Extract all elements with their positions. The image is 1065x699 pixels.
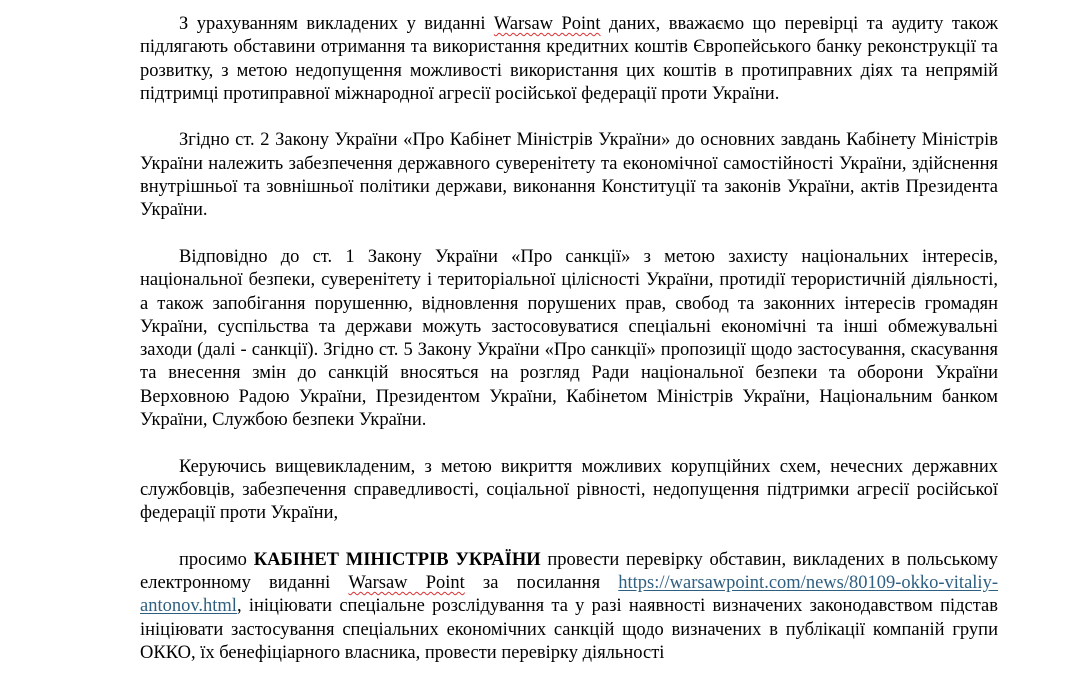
spellcheck-flagged-word[interactable]: Warsaw Point bbox=[348, 573, 465, 594]
paragraph-spacer bbox=[140, 106, 998, 129]
paragraph-spacer bbox=[140, 526, 998, 549]
paragraph-text: З урахуванням викладених у виданні bbox=[179, 14, 494, 34]
paragraph-spacer bbox=[140, 432, 998, 455]
paragraph-cabinet-law: Згідно ст. 2 Закону України «Про Кабінет Міністрів України» до основних завдань Кабінету Міністрів України належить забезпечення державного суверенітету та економічної самостійності України, здійснення внутрішньої та зовнішньої політики держави, виконання Конституції та законів України, актів Президента України. bbox=[140, 130, 998, 221]
paragraph-request bbox=[140, 549, 998, 665]
paragraph-text: за посилання bbox=[464, 573, 619, 594]
paragraph-guided-by: Керуючись вищевикладеним, з метою викриття можливих корупційних схем, нечесних державних службовців, забезпечення справедливості, соціальної рівності, недопущення підтримки агресії російської федерації проти України, bbox=[140, 456, 998, 524]
spellcheck-flagged-word[interactable]: Warsaw Point bbox=[493, 14, 601, 34]
paragraph-sanctions-law: Відповідно до ст. 1 Закону України «Про санкції» з метою захисту національних інтересів, національної безпеки, суверенітету і територіальної цілісності України, протидії терористичній діяльності, а також запобігання порушенню, відновлення порушених прав, свобод та законних інтересів громадян України, суспільства та держави можуть застосовуватися спеціальні економічні та інші обмежувальні заходи (далі - санкції). Згідно ст. 5 Закону України «Про санкції» пропозиції щодо застосування, скасування та внесення змін до санкцій вносяться на розгляд Ради національної безпеки та оборони України Верховною Радою України, Президентом України, Кабінетом Міністрів України, Національним банком України, Службою безпеки України. bbox=[140, 246, 998, 431]
bold-addressee: КАБІНЕТ МІНІСТРІВ УКРАЇНИ bbox=[253, 549, 541, 570]
paragraph-ebrd-audit bbox=[140, 13, 998, 106]
document-page bbox=[140, 13, 998, 665]
paragraph-text: просимо bbox=[179, 549, 254, 570]
paragraph-text: даних, вважаємо що перевірці та аудиту також підлягають обставини отримання та використання кредитних коштів Європейського банку реконструкції та розвитку, з метою недопущення можливості використання цих коштів в протиправних діях та непрямій підтримці протиправної міжнародної агресії російської федерації проти України. bbox=[140, 14, 998, 104]
paragraph-text: , ініціювати спеціальне розслідування та у разі наявності визначених законодавством підстав ініціювати застосування спеціальних економічних санкцій щодо визначених в публікації компаній групи ОККО, їх бенефіціарного власника, провести перевірку діяльності bbox=[140, 596, 998, 664]
hyperlink-source-article[interactable]: https://warsawpoint.com/news/80109-okko-vitaliy-antonov.html bbox=[140, 573, 998, 617]
paragraph-spacer bbox=[140, 223, 998, 246]
paragraph-text: провести перевірку обставин, викладених в польському електронному виданні bbox=[140, 549, 999, 594]
